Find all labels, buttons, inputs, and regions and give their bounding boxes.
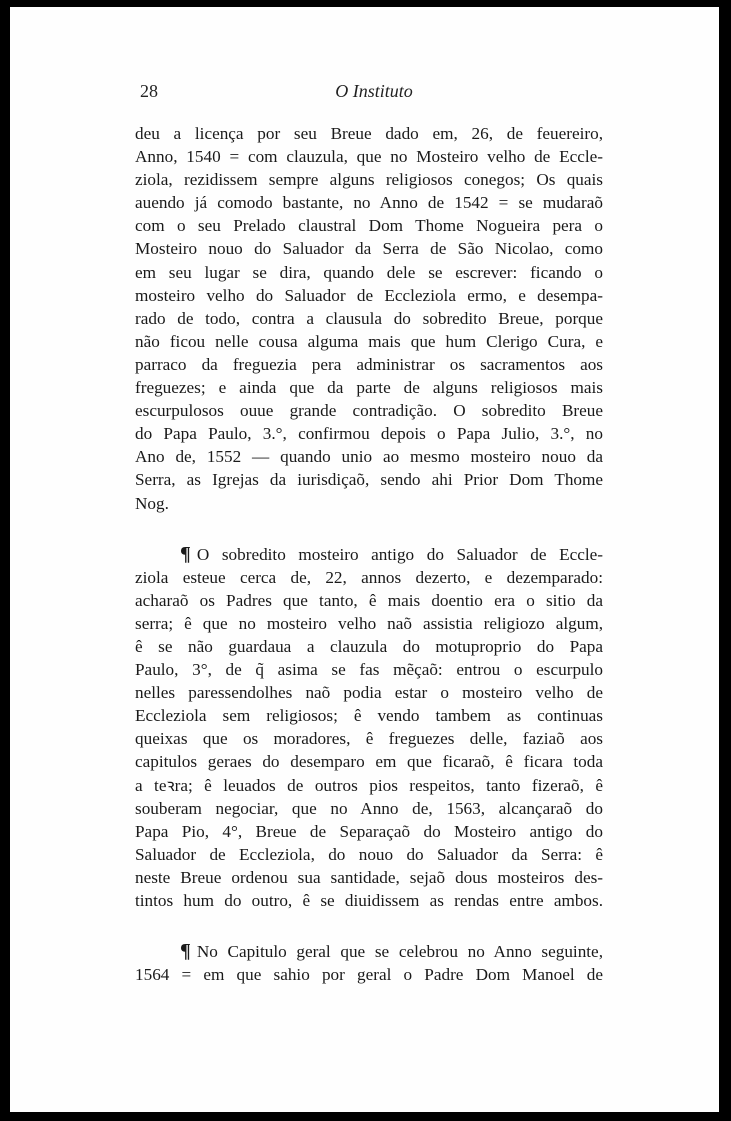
text-line: em seu lugar se dira, quando dele se escrever: ficando o [135,262,603,282]
paragraph-mark-icon: ¶ [180,542,191,565]
text-line: souberam negociar, que no Anno de, 1563, alcançaraõ do [135,798,603,818]
text-line: Papa Pio, 4°, Breue de Separaçaõ do Mosteiro antigo do [135,821,603,841]
text-line: O sobredito mosteiro antigo do Saluador de Eccle- [196,544,603,564]
text-line: Paulo, 3°, de q̃ asima se fas mẽçaõ: entrou o escurpulo [135,660,603,680]
text-line-first [135,940,603,963]
paragraph-mark-icon: ¶ [180,940,191,963]
text-line: nelles paressendolhes naõ podia estar o mosteiro velho de [135,683,603,703]
text-line: freguezes; e ainda que da parte de alguns religiosos mais [135,378,603,398]
text-line: deu a licença por seu Breue dado em, 26, de feuereiro, [135,124,603,143]
text-line: 1564 = em que sahio por geral o Padre Dom Manoel de [135,965,603,985]
text-line: Ano de, 1552 — quando unio ao mesmo mosteiro nouo da [135,447,603,467]
text-line: do Papa Paulo, 3.°, confirmou depois o Papa Julio, 3.°, no [135,424,603,444]
text-line: auendo já comodo bastante, no Anno de 1542 = se mudaraõ [135,193,603,213]
paragraph-3 [135,940,603,986]
text-line-first [135,543,603,566]
text-line: ziola, rezidissem sempre alguns religiosos conegos; Os quais [135,170,603,190]
running-title: O Instituto [335,81,413,101]
text-line: queixas que os moradores, ê freguezes delle, faziaõ aos [135,729,603,749]
text-line: Nog. [135,493,169,513]
text-line: a teꝛra; ê leuados de outros pios respeitos, tanto fizeraõ, ê [135,775,603,795]
text-line: capitulos geraes do desemparo em que ficaraõ, ê ficara toda [135,752,603,772]
text-line: mosteiro velho do Saluador de Eccleziola ermo, e desempa- [135,285,603,305]
text-line: Eccleziola sem religiosos; ê vendo tambem as continuas [135,706,603,726]
text-line: acharaõ os Padres que tanto, ê mais doentio era o sitio da [135,590,603,610]
text-line: não ficou nelle cousa alguma mais que hum Clerigo Cura, e [135,331,603,351]
text-line: serra; ê que no mosteiro velho naõ assistia religiozo algum, [135,613,603,633]
text-line: Serra, as Igrejas da iurisdiçaõ, sendo ahi Prior Dom Thome [135,470,603,490]
text-line: ê se não guardaua a clauzula do motuproprio do Papa [135,636,603,656]
text-line: Mosteiro nouo do Saluador da Serra de São Nicolao, como [135,239,603,259]
text-line: escurpulosos ouue grande contradição. O sobredito Breue [135,401,603,421]
paragraph-1 [135,122,603,515]
text-line: rado de todo, contra a clausula do sobredito Breue, porque [135,308,603,328]
text-line: No Capitulo geral que se celebrou no Anno seguinte, [196,942,603,962]
text-line: neste Breue ordenou sua santidade, sejaõ dous mosteiros des- [135,867,603,887]
text-line: com o seu Prelado claustral Dom Thome Nogueira pera o [135,216,603,236]
page-header [140,81,608,105]
text-line: Anno, 1540 = com clauzula, que no Mosteiro velho de Eccle- [135,147,603,167]
paragraph-2 [135,543,603,913]
text-line: parraco da freguezia pera administrar os sacramentos aos [135,354,603,374]
body-text [135,122,603,986]
page-number: 28 [140,81,158,101]
text-line: Saluador de Eccleziola, do nouo do Saluador da Serra: ê [135,844,603,864]
text-line: ziola esteue cerca de, 22, annos dezerto, e dezemparado: [135,567,603,587]
text-line: tintos hum do outro, ê se diuidissem as rendas entre ambos. [135,891,603,910]
